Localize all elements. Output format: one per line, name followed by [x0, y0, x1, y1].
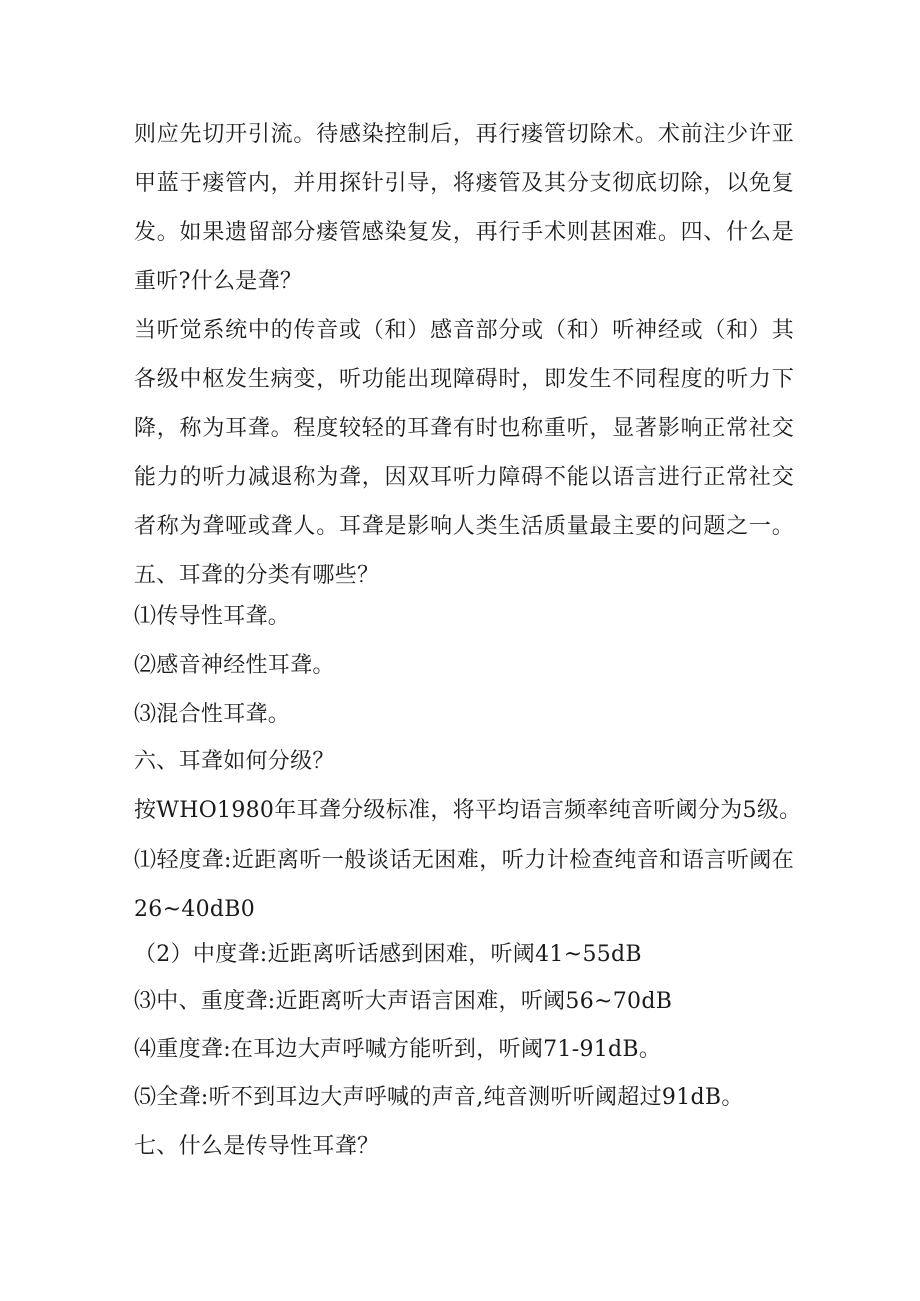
paragraph-fistula-surgery: 则应先切开引流。待感染控制后，再行瘘管切除术。术前注少许亚甲蓝于瘘管内，并用探针引导，将瘘管及其分支彻底切除，以免复发。如果遗留部分瘘管感染复发，再行手术则甚困难。四、什么是重听?什么是聋？	[134, 122, 794, 294]
list-item-moderate: （2）中度聋:近距离听话感到困难，听阈41~55dB	[134, 942, 642, 967]
list-item-total: ⑸全聋:听不到耳边大声呼喊的声音,纯音测听听阈超过91dB。	[134, 1085, 744, 1110]
list-item-mild: ⑴轻度聋:近距离听一般谈话无困难，听力计检查纯音和语言听阈在26~40dB0	[134, 848, 794, 922]
list-item-moderately-severe: ⑶中、重度聋:近距离听大声语言困难，听阈56~70dB	[134, 989, 673, 1014]
paragraph-who-standard: 按WHO1980年耳聋分级标准，将平均语言频率纯音听阈分为5级。	[134, 798, 802, 823]
list-item-severe: ⑷重度聋:在耳边大声呼喊方能听到，听阈71-91dB。	[134, 1037, 662, 1062]
section-heading-grading: 六、耳聋如何分级？	[134, 749, 335, 774]
list-item-sensorineural: ⑵感音神经性耳聋。	[134, 653, 335, 678]
list-item-conductive: ⑴传导性耳聋。	[134, 604, 291, 629]
list-item-mixed: ⑶混合性耳聋。	[134, 702, 291, 727]
section-heading-conductive: 七、什么是传导性耳聋？	[134, 1134, 380, 1159]
paragraph-deafness-definition: 当听觉系统中的传音或（和）感音部分或（和）听神经或（和）其各级中枢发生病变，听功能出现障碍时，即发生不同程度的听力下降，称为耳聋。程度较轻的耳聋有时也称重听，显著影响正常社交能力的听力减退称为聋，因双耳听力障碍不能以语言进行正常社交者称为聋哑或聋人。耳聋是影响人类生活质量最主要的问题之一。五、耳聋的分类有哪些？	[134, 318, 794, 588]
